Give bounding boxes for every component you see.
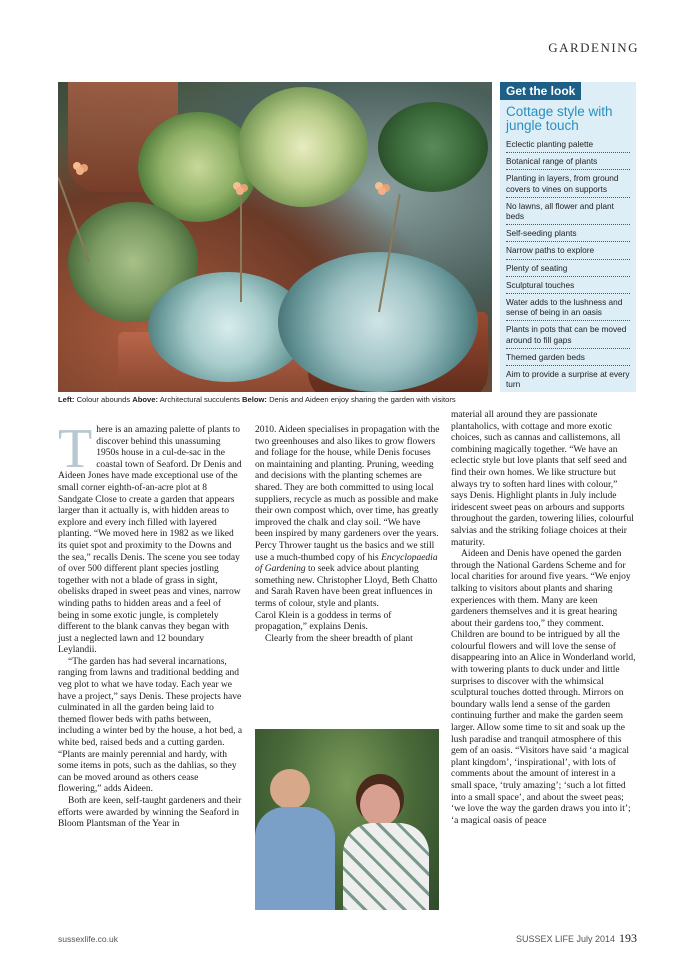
article-paragraph: Clearly from the sheer breadth of plant: [265, 633, 413, 644]
article-paragraph: [58, 418, 243, 657]
sidebar-item: Water adds to the lushness and sense of being in an oasis: [506, 294, 630, 321]
caption-left-label: Left:: [58, 395, 75, 404]
article-column-1: [58, 418, 243, 831]
sidebar-item: Eclectic planting palette: [506, 136, 630, 153]
article-column-2: [255, 425, 440, 645]
caption-above-text: Architectural succulents: [158, 395, 243, 404]
drop-cap: T: [58, 418, 93, 480]
page-number: 193: [619, 931, 637, 945]
sidebar-item: Aim to provide a surprise at every turn: [506, 369, 630, 390]
section-label: GARDENING: [548, 40, 639, 55]
article-paragraph: [255, 425, 440, 611]
caption-above-label: Above:: [132, 395, 159, 404]
caption-below-label: Below:: [242, 395, 267, 404]
issue-label: SUSSEX LIFE July 2014: [515, 934, 615, 944]
paragraph-text: here is an amazing palette of plants to discover behind this unassuming 1950s house in a cul-de-sac in the coastal town of Seaford. Dr Denis and Aideen Jones have made exceptional use of the small corner eighth-of-an-acre plot at 8 Sandgate Close to create a garden that appears larger than it actually is, with hidden areas to explore and every inch filled with layered planting. “We moved here in 1982 as we liked its quiet spot and proximity to the Downs and the sea,” recalls Denis. The scene you see today of over 500 different plant species jostling together with not a blade of grass in sight, obelisks draped in sweet peas and vines, narrow winding paths to hidden areas and a feel of being in some exotic jungle, is completely different to the blank canvas they began with just a neglected lawn and 12 boundary Leylandii.: [58, 425, 242, 656]
owners-photo: [255, 729, 439, 910]
photo-caption: [58, 395, 638, 404]
get-the-look-box: [500, 82, 636, 392]
article-paragraph: Both are keen, self-taught gardeners and their efforts were awarded by winning the Seaford in Bloom Plantsman of the Year in: [58, 796, 242, 830]
sidebar-item: Sculptural touches: [506, 277, 630, 294]
sidebar-item: Planting in layers, from ground covers to vines on supports: [506, 170, 630, 197]
issue-footer: [516, 931, 637, 946]
get-the-look-tag: Get the look: [500, 82, 581, 100]
paragraph-text: to seek advice about planting something new. Christopher Lloyd, Beth Chatto and Sarah Raven have been great influences in terms of colour, style and plants.: [255, 564, 438, 609]
article-paragraph: material all around they are passionate plantaholics, with cottage and more exotic choices, such as cannas and callistemons, all combining magically together. “We have an eclectic style but love plants that self seed and find their own homes. We like structure but always try to soften hard lines with colour,” says Denis. Highlight plants in July include iridescent sweet peas on arbours and supports throughout the garden, towering lilies, colourful salvias and the striking foliage choices at their maturity.: [451, 410, 634, 548]
sidebar-item: No lawns, all flower and plant beds: [506, 198, 630, 225]
caption-below-text: Denis and Aideen enjoy sharing the garden with visitors: [266, 395, 456, 404]
paragraph-text: 2010. Aideen specialises in propagation with the two greenhouses and also likes to grow flowers and foliage for the house, while Denis focuses on maintaining and planting. Pruning, weeding and decisions with the planting schemes are shared. They are both committed to using local suppliers, recycle as much as possible and make their own compost which, over time, has greatly improved the chalk and clay soil. “We have been inspired by many gardeners over the years. Percy Thrower taught us the basics and we still use a much-thumbed copy of his: [255, 425, 440, 563]
sidebar-title: Cottage style with jungle touch: [506, 104, 613, 133]
sidebar-item: Botanical range of plants: [506, 153, 630, 170]
sidebar-item: Themed garden beds: [506, 349, 630, 366]
article-paragraph: Carol Klein is a goddess in terms of propagation,” explains Denis.: [255, 610, 392, 633]
article-column-3: [451, 410, 636, 827]
sidebar-item: Plenty of seating: [506, 260, 630, 277]
sidebar-list: [500, 136, 636, 392]
succulents-photo: [58, 82, 492, 392]
sidebar-item: Narrow paths to explore: [506, 242, 630, 259]
sidebar-item: Plants in pots that can be moved around to fill gaps: [506, 321, 630, 348]
caption-left-text: Colour abounds: [74, 395, 133, 404]
book-title: Encyclopaedia of Gardening: [255, 552, 438, 575]
article-paragraph: Aideen and Denis have opened the garden through the National Gardens Scheme and for local charities for around five years. “We enjoy talking to visitors about plants and sharing experiences with them. Many are keen gardeners themselves and it is great hearing about their gardens too,” they comment. Children are bound to be intrigued by all the colourful flowers and will love the sense of disappearing into an Alice in Wonderland world, with towering plants to duck under and little surprises to discover with the whimsical sculptural touches dotted through. Mirrors on boundary walls lend a sense of the garden continuing further and make the garden seem larger. Allow some time to sit and soak up the lush paradise and tranquil atmosphere of this gem of an oasis. “Visitors have said ‘a magical plant kingdom’, ‘inspirational’, with lots of comments about the amount of interest in a small space, ‘truly amazing’; ‘such a lot fitted into a small space’, and about the sweet peas; ‘we love the way the garden draws you into it’; ‘a magical oasis of peace: [451, 549, 636, 826]
sidebar-item: Self-seeding plants: [506, 225, 630, 242]
website-footer: sussexlife.co.uk: [58, 934, 118, 944]
article-paragraph: “The garden has had several incarnations, ranging from lawns and traditional bedding and veg plot to what we have today. Each year we have a project,” says Denis. These projects have culminated in all the garden being laid to themed flower beds with paths between, including a winter bed by the house, a hot bed, a white bed, raised beds and a cutting garden. “Plants are mainly perennial and hardy, with some items in pots, such as the dahlias, so they can be moved around as others cease flowering,” adds Aideen.: [58, 656, 243, 795]
